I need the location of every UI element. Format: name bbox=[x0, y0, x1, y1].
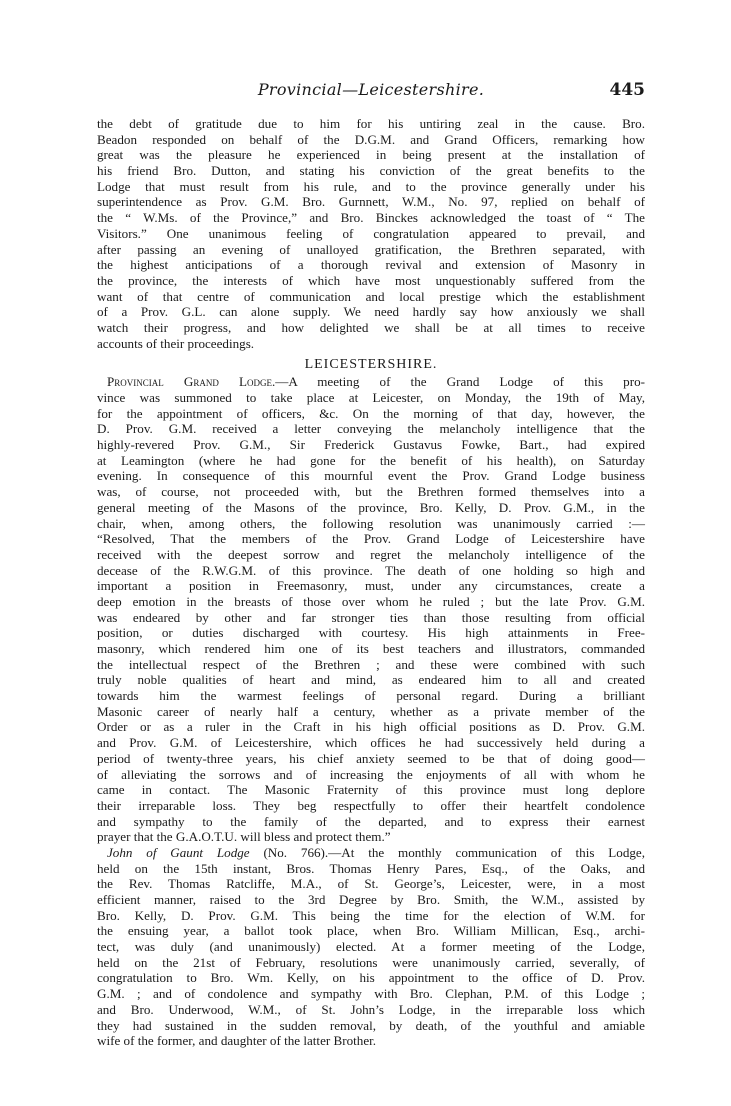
text-line: want of that centre of communication and local prestige which the establishment bbox=[97, 288, 645, 304]
text-line: period of twenty-three years, his chief anxiety seemed to be that of doing good— bbox=[97, 750, 645, 766]
text-line: their irreparable loss. They beg respectfully to offer their heartfelt condolence bbox=[97, 797, 645, 813]
text-line: prayer that the G.A.O.T.U. will bless and protect them.” bbox=[97, 829, 391, 845]
text-line: Bro. Kelly, D. Prov. G.M. This being the time for the election of W.M. for bbox=[97, 907, 645, 923]
text-line: accounts of their proceedings. bbox=[97, 335, 255, 351]
text-line: they had sustained in the sudden removal, by death, of the youthful and amiable bbox=[97, 1017, 645, 1033]
text-line: of alleviating the sorrows and of increasing the enjoyments of all with whom he bbox=[97, 766, 645, 782]
text-line: chair, when, among others, the following resolution was unanimously carried :— bbox=[97, 515, 645, 531]
text-line: the Rev. Thomas Ratcliffe, M.A., of St. George’s, Leicester, were, in a most bbox=[97, 876, 645, 892]
text-line: towards him the warmest feelings of personal regard. During a brilliant bbox=[97, 688, 645, 704]
text-line: of a Prov. G.L. can alone supply. We need hardly say how anxiously we shall bbox=[97, 304, 645, 320]
text-line: Order or as a ruler in the Craft in his high official positions as D. Prov. G.M. bbox=[97, 719, 645, 735]
text-line: held on the 15th instant, Bros. Thomas Henry Pares, Esq., of the Oaks, and bbox=[97, 860, 645, 876]
text-line: the intellectual respect of the Brethren ; and these were combined with such bbox=[97, 656, 645, 672]
text-line: after passing an evening of unalloyed gratification, the Brethren separated, with bbox=[97, 241, 645, 257]
run-in-heading: John of Gaunt Lodge bbox=[107, 844, 250, 860]
text-line: efficient manner, raised to the 3rd Degree by Bro. Smith, the W.M., assisted by bbox=[97, 892, 645, 907]
text-line: the ensuing year, a ballot took place, when Bro. William Millican, Esq., archi- bbox=[97, 923, 645, 939]
text-line: for the appointment of officers, &c. On the morning of that day, however, the bbox=[97, 405, 645, 421]
text-line-rest: —A meeting of the Grand Lodge of this pro- bbox=[275, 374, 645, 390]
text-line: tect, was duly (and unanimously) elected. At a former meeting of the Lodge, bbox=[97, 939, 645, 955]
text-line: truly noble qualities of heart and mind, as endeared him to all and created bbox=[97, 672, 645, 688]
text-line: watch their progress, and how delighted we shall be at all times to receive bbox=[97, 319, 645, 335]
page-number: 445 bbox=[609, 80, 645, 100]
text-line: Lodge that must result from his rule, and to the province generally under his bbox=[97, 178, 645, 194]
text-line: at Leamington (where he had gone for the benefit of his health), on Saturday bbox=[97, 452, 645, 468]
text-line: was, of course, not proceeded with, but the Brethren formed themselves into a bbox=[97, 484, 645, 500]
text-line: G.M. ; and of condolence and sympathy with Bro. Clephan, P.M. of this Lodge ; bbox=[97, 986, 645, 1002]
text-line: deep emotion in the breasts of those over whom he ruled ; but the late Prov. G.M. bbox=[97, 593, 645, 609]
text-line: congratulation to Bro. Wm. Kelly, on his appointment to the office of D. Prov. bbox=[97, 970, 645, 986]
text-line: came in contact. The Masonic Fraternity of this province must long deplore bbox=[97, 782, 645, 798]
text-line: the “ W.Ms. of the Province,” and Bro. Binckes acknowledged the toast of “ The bbox=[97, 210, 645, 226]
paragraph-closing-report bbox=[97, 116, 645, 351]
text-line: D. Prov. G.M. received a letter conveying the melancholy intelligence that the bbox=[97, 421, 645, 437]
text-line: was endeared by other and far stronger ties than those resulting from official bbox=[97, 609, 645, 625]
text-line: general meeting of the Masons of the province, Bro. Kelly, D. Prov. G.M., in the bbox=[97, 499, 645, 515]
text-line: and sympathy to the family of the departed, and to express their earnest bbox=[97, 813, 645, 829]
text-line-rest: (No. 766).—At the monthly communication of this Lodge, bbox=[249, 844, 645, 860]
text-line: vince was summoned to take place at Leicester, on Monday, the 19th of May, bbox=[97, 390, 645, 405]
text-line: masonry, which rendered him one of its best teachers and illustrators, commanded bbox=[97, 641, 645, 656]
text-line: important a position in Freemasonry, must, under any circumstances, create a bbox=[97, 578, 645, 594]
text-line: and Prov. G.M. of Leicestershire, which offices he had successively held during a bbox=[97, 735, 645, 751]
paragraph-provincial-grand-lodge bbox=[97, 374, 645, 845]
text-line: “Resolved, That the members of the Prov. Grand Lodge of Leicestershire have bbox=[97, 531, 645, 547]
paragraph-john-of-gaunt-lodge bbox=[97, 845, 645, 1049]
text-line: position, or duties discharged with courtesy. His high attainments in Free- bbox=[97, 625, 645, 641]
run-in-heading: Provincial Grand Lodge. bbox=[107, 374, 276, 390]
text-line: wife of the former, and daughter of the latter Brother. bbox=[97, 1033, 377, 1049]
text-line: and Bro. Underwood, W.M., of St. John’s Lodge, in the irreparable loss which bbox=[97, 1001, 645, 1017]
text-line: Beadon responded on behalf of the D.G.M. and Grand Officers, remarking how bbox=[97, 131, 645, 147]
text-line: Visitors.” One unanimous feeling of congratulation appeared to prevail, and bbox=[97, 225, 645, 241]
text-line: great was the pleasure he experienced in being present at the installation of bbox=[97, 147, 645, 163]
text-line: Masonic career of nearly half a century, whether as a private member of the bbox=[97, 703, 645, 719]
text-line: the province, the interests of which have most unquestionably suffered from the bbox=[97, 272, 645, 288]
text-line: held on the 21st of February, resolutions were unanimously carried, severally, of bbox=[97, 954, 645, 970]
text-line: the debt of gratitude due to him for his untiring zeal in the cause. Bro. bbox=[97, 116, 645, 131]
running-head bbox=[97, 80, 645, 106]
text-line: evening. In consequence of this mournful event the Prov. Grand Lodge business bbox=[97, 468, 645, 484]
text-line: the highest anticipations of a thorough revival and extension of Masonry in bbox=[97, 257, 645, 273]
text-line: received with the deepest sorrow and regret the melancholy intelligence of the bbox=[97, 546, 645, 562]
text-line: his friend Bro. Dutton, and stating his conviction of the great benefits to the bbox=[97, 163, 645, 179]
section-heading: LEICESTERSHIRE. bbox=[304, 357, 438, 373]
text-line bbox=[97, 374, 645, 390]
text-line: decease of the R.W.G.M. of this province. The death of one holding so high and bbox=[97, 562, 645, 578]
running-title: Provincial—Leicestershire. bbox=[257, 80, 485, 99]
text-line: superintendence as Prov. G.M. Bro. Gurnnett, W.M., No. 97, replied on behalf of bbox=[97, 194, 645, 210]
text-line: highly-revered Prov. G.M., Sir Frederick Gustavus Fowke, Bart., had expired bbox=[97, 437, 645, 453]
text-line bbox=[97, 845, 645, 861]
